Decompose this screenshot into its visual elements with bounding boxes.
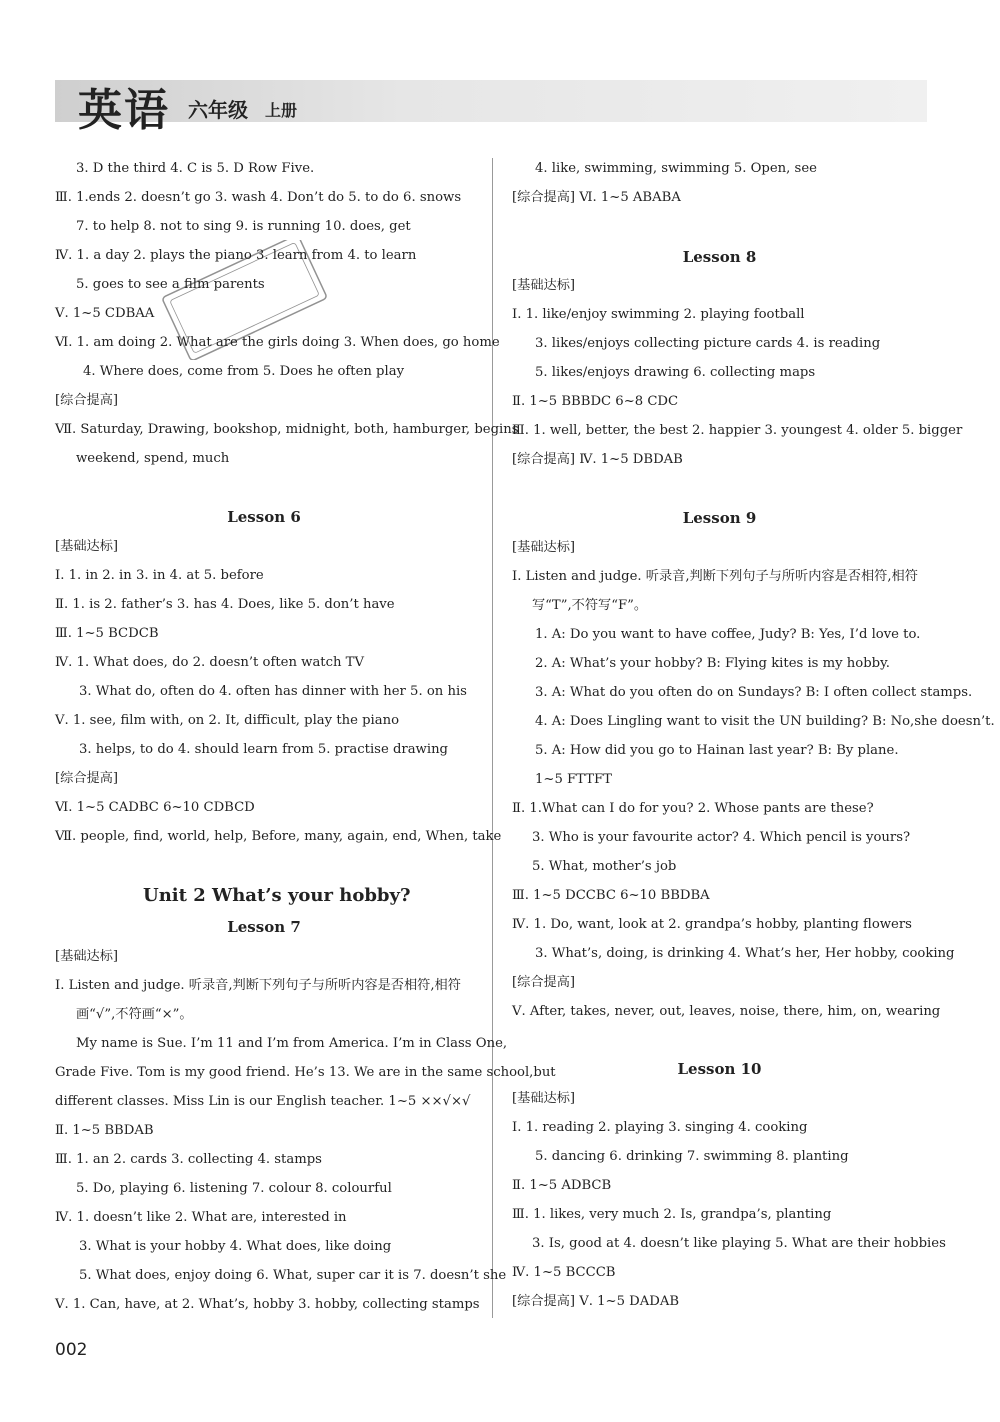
answer-line: 3. Who is your favourite actor? 4. Which pencil is yours? [532,830,911,845]
section-tag: [基础达标] [512,1091,576,1106]
grade-label: 六年级 [188,98,248,122]
answer-line: Ⅲ. 1~5 DCCBC 6~10 BBDBA [512,888,710,903]
answer-line: 5. likes/enjoys drawing 6. collecting maps [535,365,816,380]
section-tag: [综合提高] [55,393,119,408]
lesson-heading: Lesson 8 [682,248,757,266]
answer-line: 7. to help 8. not to sing 9. is running 10. does, get [76,219,411,234]
answer-line: Grade Five. Tom is my good friend. He’s 13. We are in the same school,but [55,1065,556,1080]
answer-line: Ⅰ. 1. reading 2. playing 3. singing 4. cooking [512,1120,808,1135]
answer-line: Ⅳ. 1. doesn’t like 2. What are, interested in [55,1210,347,1225]
column-divider [492,158,493,1318]
answer-line: 2. A: What’s your hobby? B: Flying kites is my hobby. [535,656,890,671]
answer-line: Ⅰ. Listen and judge. 听录音,判断下列句子与所听内容是否相符,相符 [512,569,918,584]
answer-line: Ⅳ. 1~5 BCCCB [512,1265,616,1280]
answer-line: Ⅱ. 1~5 ADBCB [512,1178,612,1193]
answer-line: Ⅲ. 1. likes, very much 2. Is, grandpa’s, planting [512,1207,832,1222]
answer-line: Ⅳ. 1. What does, do 2. doesn’t often watch TV [55,655,364,670]
answer-line: 3. What’s, doing, is drinking 4. What’s her, Her hobby, cooking [535,946,955,961]
answer-line: Ⅴ. 1~5 CDBAA [55,306,155,321]
answer-line: 5. A: How did you go to Hainan last year? B: By plane. [535,743,899,758]
answer-line: 3. helps, to do 4. should learn from 5. practise drawing [79,742,448,757]
answer-line: Ⅴ. 1. see, film with, on 2. It, difficult, play the piano [55,713,400,728]
answer-line: Ⅲ. 1. an 2. cards 3. collecting 4. stamps [55,1152,322,1167]
answer-line: Ⅱ. 1. is 2. father’s 3. has 4. Does, like 5. don’t have [55,597,395,612]
answer-line: 画“√”,不符画“×”。 [76,1007,193,1022]
unit-heading: Unit 2 What’s your hobby? [143,885,411,906]
answer-line: 5. goes to see a film parents [76,277,265,292]
lesson-heading: Lesson 7 [227,918,301,936]
answer-line: 3. A: What do you often do on Sundays? B: I often collect stamps. [535,685,973,700]
answer-line: [综合提高] Ⅴ. 1~5 DADAB [512,1294,680,1309]
answer-line: Ⅴ. After, takes, never, out, leaves, noise, there, him, on, wearing [512,1004,941,1019]
answer-line: 3. What is your hobby 4. What does, like doing [79,1239,392,1254]
page-number: 002 [55,1340,88,1360]
section-tag: [综合提高] [55,771,119,786]
answer-line: [综合提高] Ⅵ. 1~5 ABABA [512,190,681,205]
answer-line: My name is Sue. I’m 11 and I’m from America. I’m in Class One, [76,1036,508,1051]
answer-line: Ⅶ. people, find, world, help, Before, many, again, end, When, take [55,829,502,844]
answer-line: 5. What does, enjoy doing 6. What, super car it is 7. doesn’t she [79,1268,507,1283]
answer-line: 3. Is, good at 4. doesn’t like playing 5. What are their hobbies [532,1236,946,1251]
header-banner [55,80,927,122]
answer-line: Ⅰ. 1. in 2. in 3. in 4. at 5. before [55,568,264,583]
answer-line: Ⅲ. 1. well, better, the best 2. happier 3. youngest 4. older 5. bigger [512,423,963,438]
answer-line: 5. dancing 6. drinking 7. swimming 8. planting [535,1149,849,1164]
answer-line: 写“T”,不符写“F”。 [532,598,648,613]
answer-line: Ⅱ. 1~5 BBDAB [55,1123,154,1138]
lesson-heading: Lesson 6 [227,508,301,526]
answer-line: Ⅱ. 1~5 BBBDC 6~8 CDC [512,394,679,409]
subject-title: 英语 [78,85,170,136]
answer-line: Ⅶ. Saturday, Drawing, bookshop, midnight, both, hamburger, begins [55,422,519,437]
section-tag: [综合提高] [512,975,576,990]
answer-line: 1~5 FTTFT [535,772,612,787]
answer-line: [综合提高] Ⅳ. 1~5 DBDAB [512,452,683,467]
section-tag: [基础达标] [55,949,119,964]
answer-line: 4. like, swimming, swimming 5. Open, see [535,161,817,176]
answer-line: 5. Do, playing 6. listening 7. colour 8. colourful [76,1181,392,1196]
answer-line: weekend, spend, much [76,451,230,466]
answer-line: Ⅴ. 1. Can, have, at 2. What’s, hobby 3. hobby, collecting stamps [55,1297,480,1312]
section-tag: [基础达标] [512,278,576,293]
answer-line: different classes. Miss Lin is our English teacher. 1~5 ××√×√ [55,1094,471,1109]
answer-line: 3. What do, often do 4. often has dinner with her 5. on his [79,684,467,699]
answer-line: Ⅵ. 1~5 CADBC 6~10 CDBCD [55,800,255,815]
lesson-heading: Lesson 9 [682,509,757,527]
answer-line: Ⅵ. 1. am doing 2. What are the girls doing 3. When does, go home [55,335,500,350]
section-tag: [基础达标] [512,540,576,555]
answer-line: 4. A: Does Lingling want to visit the UN building? B: No,she doesn’t. [535,714,995,729]
answer-line: 4. Where does, come from 5. Does he often play [83,364,405,379]
answer-line: Ⅱ. 1.What can I do for you? 2. Whose pants are these? [512,801,874,816]
answer-line: Ⅳ. 1. a day 2. plays the piano 3. learn from 4. to learn [55,248,417,263]
section-tag: [基础达标] [55,539,119,554]
volume-label: 上册 [265,101,298,120]
answer-line: 3. likes/enjoys collecting picture cards 4. is reading [535,336,881,351]
answer-line: 1. A: Do you want to have coffee, Judy? B: Yes, I’d love to. [535,627,921,642]
answer-line: Ⅲ. 1~5 BCDCB [55,626,159,641]
answer-line: Ⅳ. 1. Do, want, look at 2. grandpa’s hobby, planting flowers [512,917,912,932]
answer-line: 3. D the third 4. C is 5. D Row Five. [76,161,315,176]
lesson-heading: Lesson 10 [677,1060,762,1078]
answer-line: Ⅰ. Listen and judge. 听录音,判断下列句子与所听内容是否相符,相符 [55,978,461,993]
answer-line: Ⅲ. 1.ends 2. doesn’t go 3. wash 4. Don’t do 5. to do 6. snows [55,190,462,205]
answer-line: 5. What, mother’s job [532,859,677,874]
answer-line: Ⅰ. 1. like/enjoy swimming 2. playing football [512,307,805,322]
